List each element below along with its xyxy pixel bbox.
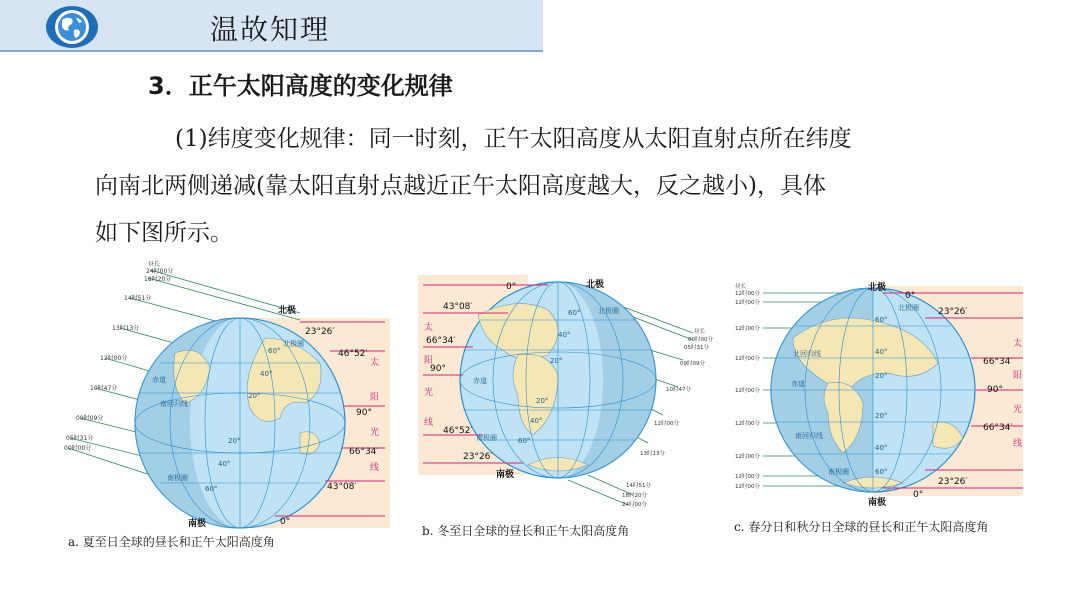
latitude-label: 40° [875, 444, 888, 452]
angle-label: 23°26′ [463, 452, 493, 462]
angle-label: 0° [280, 517, 291, 527]
latitude-label: 60° [875, 468, 888, 476]
circle-label: 赤道 [152, 376, 166, 384]
angle-label: 23°26′ [305, 327, 335, 337]
latitude-label: 60° [205, 485, 218, 493]
south-pole-label: 南极 [496, 470, 515, 480]
angle-label: 0° [913, 490, 924, 500]
sunlight-label: 光 [370, 428, 380, 438]
paragraph-line-2: 向南北两侧递减(靠太阳直射点越近正午太阳高度越大，反之越小)，具体 [95, 173, 826, 199]
angle-label: 66°34′ [983, 357, 1013, 367]
latitude-label: 20° [248, 392, 261, 400]
circle-label: 南极圈 [476, 434, 497, 442]
paragraph [95, 116, 975, 257]
latitude-label: 20° [536, 397, 549, 405]
circle-label: 南回归线 [160, 400, 188, 408]
day-length-label: 12时00分 [735, 356, 760, 362]
day-length-label: 09时09分 [680, 361, 705, 367]
day-length-label: 24时00分 [622, 502, 647, 508]
paragraph-line-1: (1)纬度变化规律：同一时刻，正午太阳高度从太阳直射点所在纬度 [175, 126, 852, 152]
day-length-label: 12时00分 [735, 474, 760, 480]
latitude-label: 60° [518, 437, 531, 445]
angle-label: 66°34′ [983, 423, 1013, 433]
north-pole-label: 北极 [868, 283, 887, 293]
day-length-label: 13时13分 [112, 325, 140, 332]
day-length-label: 12时00分 [735, 454, 760, 460]
day-length-label: 昼长 [735, 284, 747, 290]
north-pole-label: 北极 [586, 280, 605, 290]
latitude-label: 60° [268, 347, 281, 355]
paragraph-line-3: 如下图所示。 [95, 220, 233, 246]
sunlight-label: 线 [370, 463, 380, 473]
sunlight-label: 阳 [370, 393, 380, 403]
day-length-label: 12时00分 [735, 421, 760, 427]
day-length-label: 14时51分 [124, 295, 152, 302]
sunlight-label: 太 [1013, 339, 1023, 349]
latitude-label: 20° [228, 437, 241, 445]
latitude-label: 40° [558, 331, 571, 339]
day-length-label: 10时47分 [666, 387, 691, 393]
circle-label: 北极圈 [283, 340, 304, 348]
latitude-label: 60° [875, 316, 888, 324]
sunlight-label: 线 [1013, 439, 1023, 449]
circle-label: 北回归线 [793, 350, 821, 358]
day-length-label: 12时00分 [100, 355, 128, 362]
day-length-label: 昼长 [148, 261, 161, 268]
day-length-label: 昼长 [694, 329, 706, 335]
latitude-label: 20° [875, 412, 888, 420]
angle-label: 90° [987, 385, 1003, 395]
section-title: 3．正午太阳高度的变化规律 [148, 72, 453, 100]
circle-label: 北极圈 [898, 304, 919, 312]
sunlight-label: 阳 [424, 356, 434, 366]
circle-label: 南回归线 [795, 432, 823, 440]
day-length-label: 09时09分 [76, 415, 104, 422]
latitude-label: 40° [260, 370, 273, 378]
south-pole-label: 南极 [868, 498, 887, 508]
day-length-label: 12时00分 [735, 300, 760, 306]
figure-a-caption: a. 夏至日全球的昼长和正午太阳高度角 [68, 535, 275, 549]
circle-label: 赤道 [473, 377, 487, 385]
sunlight-label: 太 [424, 323, 434, 333]
figure-b-winter-solstice-globe [418, 275, 713, 515]
day-length-label: 12时00分 [735, 388, 760, 394]
sunlight-label: 线 [424, 418, 434, 428]
sunlight-label: 光 [1013, 405, 1023, 415]
day-length-label: 12时00分 [735, 326, 760, 332]
day-length-label: 13时13分 [640, 451, 665, 457]
header-title: 温故知理 [210, 13, 331, 46]
angle-label: 46°52′ [443, 426, 473, 436]
day-length-label: 00时00分 [64, 445, 92, 452]
angle-label: 66°34′ [426, 336, 456, 346]
circle-label: 南极圈 [167, 474, 188, 482]
sunlight-label: 光 [424, 388, 434, 398]
day-length-label: 12时00分 [735, 484, 760, 490]
latitude-label: 60° [568, 309, 581, 317]
north-pole-label: 北极 [278, 306, 297, 316]
day-length-label: 05时31分 [66, 435, 94, 442]
angle-label: 66°34′ [349, 447, 379, 457]
circle-label: 赤道 [791, 380, 805, 388]
angle-label: 43°08′ [327, 482, 357, 492]
circle-label: 北极圈 [598, 307, 619, 315]
angle-label: 90° [356, 408, 372, 418]
sunlight-label: 太 [370, 358, 380, 368]
latitude-label: 40° [218, 460, 231, 468]
latitude-label: 20° [875, 372, 888, 380]
day-length-label: 12时00分 [735, 291, 760, 297]
day-length-label: 10时47分 [90, 385, 118, 392]
day-length-label: 14时51分 [626, 483, 651, 489]
figure-c-equinox-globe [733, 278, 1028, 508]
day-length-label: 05时31分 [684, 345, 709, 351]
angle-label: 43°08′ [443, 302, 473, 312]
angle-label: 46°52′ [338, 349, 368, 359]
angle-label: 0° [905, 291, 916, 301]
day-length-label: 24时00分 [146, 268, 174, 275]
south-pole-label: 南极 [188, 519, 207, 529]
sunlight-label: 阳 [1013, 371, 1023, 381]
latitude-label: 40° [875, 348, 888, 356]
angle-label: 23°26′ [938, 477, 968, 487]
day-length-label: 00时00分 [688, 337, 713, 343]
day-length-label: 18时20分 [622, 493, 647, 499]
angle-label: 90° [430, 364, 446, 374]
angle-label: 23°26′ [938, 307, 968, 317]
day-length-label: 18时20分 [144, 276, 172, 283]
figure-a-summer-solstice-globe [60, 258, 390, 530]
circle-label: 南极圈 [828, 468, 849, 476]
figure-b-caption: b. 冬至日全球的昼长和正午太阳高度角 [422, 524, 630, 538]
latitude-label: 40° [530, 417, 543, 425]
latitude-label: 20° [550, 357, 563, 365]
angle-label: 0° [506, 282, 517, 292]
day-length-label: 12时00分 [654, 421, 679, 427]
globe-logo-icon [42, 4, 102, 50]
figure-c-caption: c. 春分日和秋分日全球的昼长和正午太阳高度角 [734, 520, 989, 534]
